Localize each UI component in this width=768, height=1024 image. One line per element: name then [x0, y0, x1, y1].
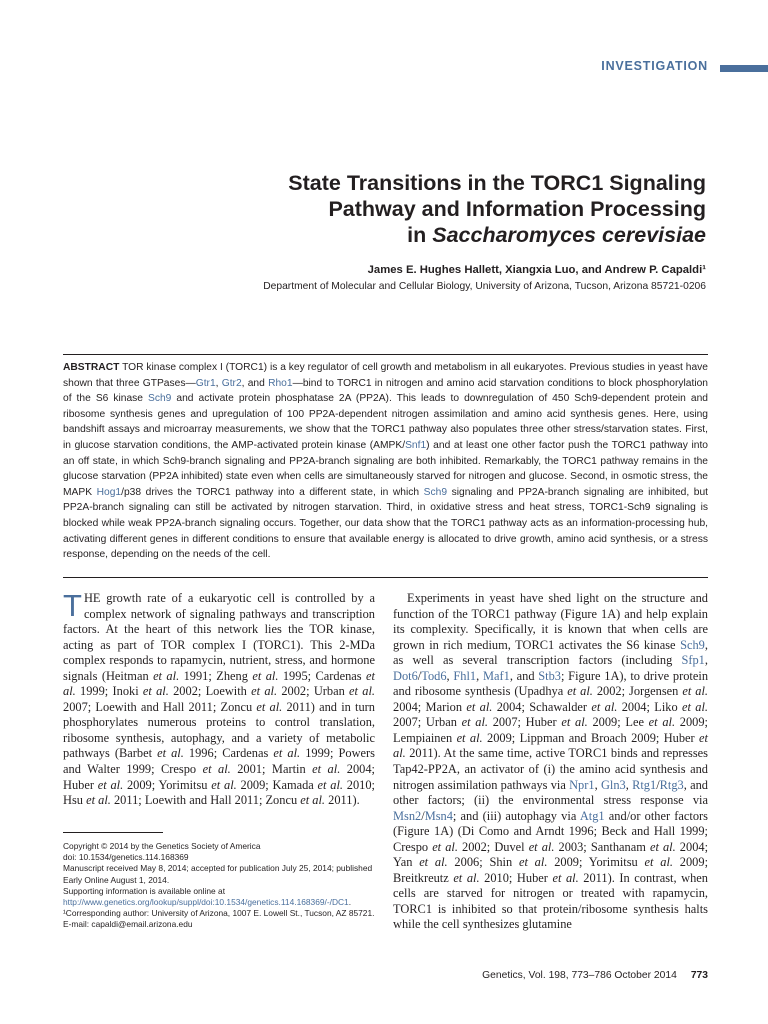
italic-text: et al. — [393, 730, 708, 761]
drop-cap: T — [63, 588, 82, 623]
italic-text: et al. — [86, 793, 111, 808]
gene-link[interactable]: Gtr1 — [195, 377, 216, 389]
title-line-1: State Transitions in the TORC1 Signaling — [288, 171, 706, 195]
italic-text: et al. — [644, 855, 674, 870]
journal-citation: Genetics, Vol. 198, 773–786 October 2014 — [482, 970, 677, 981]
italic-text: et al. — [461, 715, 489, 730]
gene-link[interactable]: Npr1 — [569, 777, 595, 792]
italic-text: et al. — [649, 839, 676, 854]
italic-text: et al. — [97, 777, 124, 792]
italic-text: et al. — [273, 746, 301, 761]
title-line-2: Pathway and Information Processing — [328, 197, 706, 221]
italic-text: et al. — [252, 668, 279, 683]
italic-text: et al. — [202, 762, 231, 777]
italic-text: et al. — [349, 684, 375, 699]
supporting-info-prefix: Supporting information is available online at — [63, 885, 226, 896]
gene-link[interactable]: Rho1 — [268, 377, 293, 389]
body-column-left — [63, 588, 376, 809]
italic-text: et al. — [432, 839, 458, 854]
gene-link[interactable]: Hog1 — [96, 486, 122, 498]
italic-text: et al. — [456, 730, 483, 745]
italic-text: et al. — [552, 870, 579, 885]
title-line-3-prefix: in — [407, 223, 433, 247]
body-left-text: HE growth rate of a eukaryotic cell is controlled by a complex network of signaling pathways and transcription factors. At the heart of this network lies the TOR kinase, acting as part of TOR complex I (TORC1). This 2-MDa complex responds to rapamycin, nutrient, stress, and hormone signals (Heitman et al. 1991; Zheng et al. 1995; Cardenas et al. 1999; Inoki et al. 2002; Loewith et al. 2002; Urban et al. 2007; Loewith and Hall 2011; Zoncu et al. 2011) and in turn phosphorylates numerous proteins to control translation, ribosome synthesis, autophagy, and a variety of metabolic pathways (Barbet et al. 1996; Cardenas et al. 1999; Powers and Walter 1999; Crespo et al. 2001; Martin et al. 2004; Huber et al. 2009; Yorimitsu et al. 2009; Kamada et al. 2010; Hsu et al. 2011; Loewith and Hall 2011; Zoncu et al. 2011). — [63, 591, 376, 808]
italic-text: et al. — [142, 684, 169, 699]
page-footer — [300, 970, 708, 981]
gene-link[interactable]: Sch9 — [680, 637, 705, 652]
italic-text: et al. — [317, 777, 343, 792]
footnotes — [63, 841, 375, 931]
italic-text: et al. — [682, 699, 709, 714]
gene-link[interactable]: Atg1 — [579, 808, 605, 823]
italic-text: et al. — [256, 699, 283, 714]
supporting-info-suffix: . — [348, 897, 352, 908]
footnote-rule — [63, 832, 163, 833]
abstract-top-rule — [63, 354, 708, 355]
italic-text: et al. — [591, 699, 618, 714]
italic-text: et al. — [312, 762, 341, 777]
manuscript-dates: Manuscript received May 8, 2014; accepted for publication July 25, 2014; published Early Online August 1, 2014. — [63, 863, 373, 885]
page-number: 773 — [690, 970, 708, 981]
gene-link[interactable]: Gtr2 — [221, 377, 242, 389]
copyright-notice: Copyright © 2014 by the Genetics Society of America — [63, 841, 261, 851]
gene-link[interactable]: Sch9 — [423, 486, 448, 498]
italic-text: et al. — [518, 855, 548, 870]
italic-text: et al. — [211, 777, 237, 792]
section-label: INVESTIGATION — [601, 59, 708, 73]
doi: doi: 10.1534/genetics.114.168369 — [63, 852, 189, 863]
italic-text: et al. — [419, 855, 448, 870]
gene-link[interactable]: Msn4 — [424, 808, 453, 823]
abstract-text: TOR kinase complex I (TORC1) is a key regulator of cell growth and metabolism in all eukaryotes. Previous studies in yeast have shown that three GTPases—Gtr1, Gtr2, and Rho1—bind to TORC1 in nitrogen and amino acid starvation conditions to block phosphorylation of the S6 kinase Sch9 and activate protein phosphatase 2A (PP2A). This leads to downregulation of 450 Sch9-dependent protein and ribosome synthesis genes and upregulation of 100 PP2A-dependent nitrogen assimilation and amino acid synthesis genes. Here, using bandshift assays and microarray measurements, we show that the TORC1 pathway also populates three other stress/starvation states. First, in glucose starvation conditions, the AMP-activated protein kinase (AMPK/Snf1) and at least one other factor push the TORC1 pathway into an off state, in which Sch9-branch signaling and PP2A-branch signaling are both inhibited. Remarkably, the TORC1 pathway remains in the glucose starvation (PP2A inhibited) state even when cells are simultaneously starved for nitrogen and glucose. Second, in osmotic stress, the MAPK Hog1/p38 drives the TORC1 pathway into a different state, in which Sch9 signaling and PP2A-branch signaling are inhibited, but PP2A-branch signaling can still be activated by nitrogen starvation. Third, in oxidative stress and heat stress, TORC1-Sch9 signaling is blocked while weak PP2A-branch signaling occurs. Together, our data show that the TORC1 pathway acts as an information-processing hub, activating different genes in different conditions to ensure that available energy is allocated to drive growth, amino acid synthesis, or a stress response, depending on the needs of the cell. — [63, 362, 709, 561]
italic-text: et al. — [682, 684, 708, 699]
gene-link[interactable]: Maf1 — [482, 668, 510, 683]
abstract — [63, 360, 708, 563]
body-column-right — [393, 591, 708, 933]
italic-text: et al. — [648, 715, 676, 730]
title-species-name: Saccharomyces cerevisiae — [432, 223, 706, 247]
section-accent-bar — [720, 65, 768, 72]
gene-link[interactable]: Dot6 — [393, 668, 418, 683]
gene-link[interactable]: Rtg1 — [632, 777, 657, 792]
italic-text: et al. — [300, 793, 326, 808]
gene-link[interactable]: Fhl1 — [453, 668, 477, 683]
supporting-info — [63, 886, 375, 908]
body-right-text: Experiments in yeast have shed light on the structure and function of the TORC1 pathway (Figure 1A) and help explain its complexity. Specifically, it is known that when cells are grown in rich medium, TORC1 activates the S6 kinase Sch9, as well as several transcription factors (including Sfp1, Dot6/Tod6, Fhl1, Maf1, and Stb3; Figure 1A), to drive protein and ribosome synthesis (Upadhya et al. 2002; Jorgensen et al. 2004; Marion et al. 2004; Schawalder et al. 2004; Liko et al. 2007; Urban et al. 2007; Huber et al. 2009; Lee et al. 2009; Lempiainen et al. 2009; Lippman and Broach 2009; Huber et al. 2011). At the same time, active TORC1 binds and represses Tap42-PP2A, an activator of (i) the amino acid synthesis and nitrogen assimilation pathways via Npr1, Gln3, Rtg1/Rtg3, and other factors; (ii) the environmental stress response via Msn2/Msn4; and (iii) autophagy via Atg1 and/or other factors (Figure 1A) (Di Como and Arndt 1996; Beck and Hall 1999; Crespo et al. 2002; Duvel et al. 2003; Santhanam et al. 2004; Yan et al. 2006; Shin et al. 2009; Yorimitsu et al. 2009; Breitkreutz et al. 2010; Huber et al. 2011). In contrast, when cells are starved for nitrogen or treated with rapamycin, TORC1 is inhibited so that protein/ribosome synthesis halts while the cell synthesizes glutamine — [393, 591, 709, 932]
supporting-info-link[interactable]: http://www.genetics.org/lookup/suppl/doi:10.1534/genetics.114.168369/-/DC1 — [63, 897, 349, 908]
abstract-bottom-rule — [63, 577, 708, 578]
article-title — [150, 170, 706, 248]
italic-text: et al. — [466, 699, 493, 714]
italic-text: et al. — [251, 684, 278, 699]
corresponding-author: ¹Corresponding author: University of Arizona, 1007 E. Lowell St., Tucson, AZ 85721. E-mail: capaldi@email.arizona.edu — [63, 908, 375, 930]
gene-link[interactable]: Stb3 — [538, 668, 561, 683]
italic-text: et al. — [153, 668, 180, 683]
abstract-label: ABSTRACT — [63, 362, 120, 373]
gene-link[interactable]: Sfp1 — [681, 653, 705, 668]
italic-text: et al. — [63, 668, 375, 699]
gene-link[interactable]: Msn2 — [393, 808, 422, 823]
gene-link[interactable]: Tod6 — [421, 668, 447, 683]
author-list: James E. Hughes Hallett, Xiangxia Luo, and Andrew P. Capaldi¹ — [367, 264, 706, 276]
italic-text: et al. — [528, 839, 555, 854]
gene-link[interactable]: Gln3 — [600, 777, 626, 792]
italic-text: et al. — [453, 870, 480, 885]
italic-text: et al. — [157, 746, 184, 761]
gene-link[interactable]: Snf1 — [405, 439, 427, 451]
gene-link[interactable]: Rtg3 — [659, 777, 684, 792]
gene-link[interactable]: Sch9 — [148, 393, 172, 405]
italic-text: et al. — [561, 715, 588, 730]
title-line-3 — [150, 222, 706, 248]
affiliation: Department of Molecular and Cellular Biology, University of Arizona, Tucson, Arizona 85721-0206 — [263, 281, 706, 292]
italic-text: et al. — [567, 684, 593, 699]
